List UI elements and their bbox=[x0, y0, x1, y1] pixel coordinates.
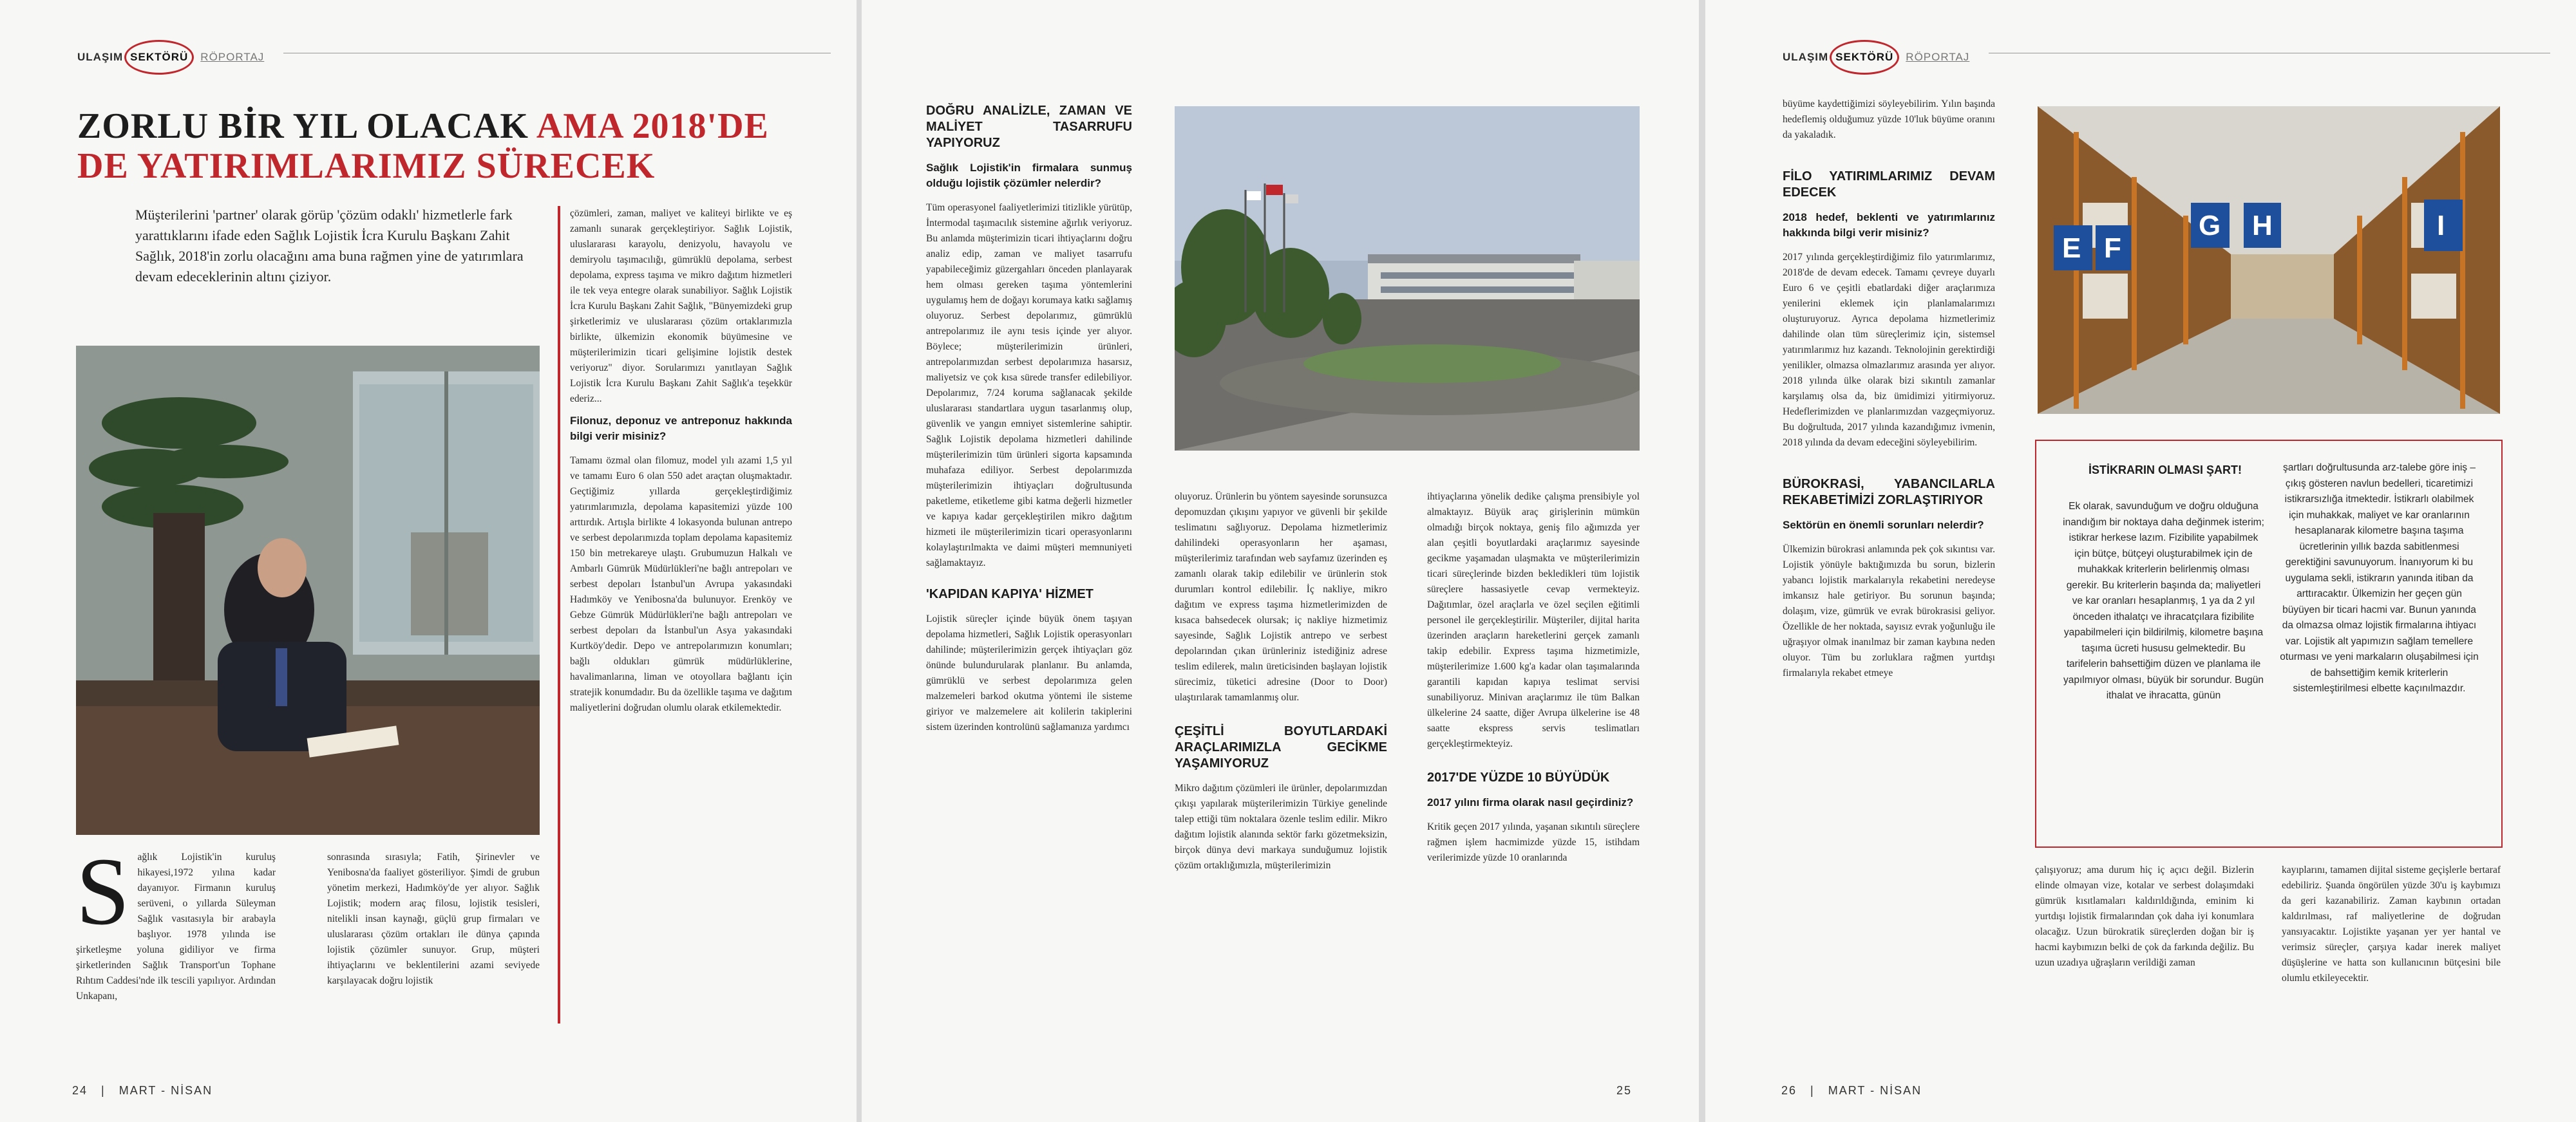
rack-label-g: G bbox=[2199, 210, 2221, 241]
page-footer bbox=[1616, 1084, 1632, 1098]
issue-label: MART - NİSAN bbox=[1828, 1084, 1922, 1097]
facility-photo bbox=[1175, 106, 1640, 451]
page-number: 25 bbox=[1616, 1084, 1633, 1097]
column-4-text: kayıplarını, tamamen dijital sisteme geçişlerle bertaraf edebiliriz. Şuanda öngörülen yüzde 30'u iş kaybımızı da geri kazanabiliriz. Zaman kaybının ortadan kaldırılması, raf maliyetlerine de doğrudan yansıyacaktır. Lojistikte yaşanan yer yer hantal ve verimsiz süreçler, çarşıya kadar inerek maliyet düşüşlerine ve hatta son kullanıcının bütçesini bile olumlu etkileyecektir. bbox=[2282, 865, 2501, 984]
column-a bbox=[76, 850, 276, 1056]
sidebar-title: İSTİKRARIN OLMASI ŞART! bbox=[2088, 463, 2242, 476]
brand-prefix: ULAŞIM bbox=[77, 51, 124, 63]
page-footer: 24 | MART - NİSAN bbox=[72, 1084, 213, 1097]
brand-prefix: ULAŞIM bbox=[1783, 51, 1829, 63]
column-b bbox=[327, 850, 540, 1056]
rack-label-h: H bbox=[2252, 210, 2273, 241]
column-1-text-c: Ülkemizin bürokrasi anlamında pek çok sıkıntısı var. Lojistik yönüyle baktığımızda bu sorun, bizlerin yabancı lojistik markalarıyla rekabetini neredeyse imkansız hale getiriyor. Bu sorunun başında; dolaşım, vize, gümrük ve evrak bürokrasisi geliyor. Özellikle de her noktada, sayısız evrak yoğunluğu ile uğraşıyor olmak inanılmaz bir zaman kaybına neden oluyor. Tüm bu zorluklara rağmen yurtdışı firmalarıyla rekabet etmeye bbox=[1783, 544, 1995, 678]
question-problems: Sektörün en önemli sorunları nelerdir? bbox=[1783, 519, 1984, 531]
facility-image bbox=[1175, 106, 1640, 451]
portrait-image bbox=[76, 346, 540, 835]
heading-door-to-door: 'KAPIDAN KAPIYA' HİZMET bbox=[926, 587, 1094, 601]
sidebar-text-2: şartları doğrultusunda arz-talebe göre iniş – çıkış gösteren navlun bedelleri, ticaretimizi istikrarsızlığa itmektedir. İstikrarlı olabilmek için muhakkak, maliyet ve kar oranlarının hesaplanarak kilometre başına taşıma ücretlerinin yıllık bazda sabitlenmesi gerektiğini savunuyorum. İnanıyorum ki bu uygulama sekli, istikrarın yanında itiban da arttıracaktır. Ülkemizin her geçen gün büyüyen bir ticari hacmi var. Bunun yanında da olmazsa olmaz lojistik firmalarına ihtiyacı var. Lojistik alt yapımızın sağlam temellere oturması ve yeni markaların oluşabilmesi için de bahsettiğim kemik kriterlerin sistemleştirilmesi elbette kaçınılmazdır. bbox=[2280, 462, 2479, 694]
brand-name: SEKTÖRÜ bbox=[124, 40, 194, 75]
rack-label-e: E bbox=[2062, 232, 2081, 264]
sidebar-text-1: Ek olarak, savunduğum ve doğru olduğuna inandığım bir noktaya daha değinmek isterim; istikrar herkese lazım. Fizibilite yapabilmek için bütçe, bütçeyi oluşturabilmek için de muhakkak kriterlerin belirlenmiş olması gerekir. Bu kriterlerin başında da; maliyetleri ve kar oranları hesaplanmış, 1 ya da 2 yıl önceden ithalatçı ve ihracatçılara fizibilite yapabilmeleri için bildirilmiş, kilometre başına taşıma ücreti hususu gelmektedir. Bu tarifelerin bahsettiğim düzen ve planlama ile yapılmıyor olması, büyük bir sorundur. Bugün ithalat ve ihracatta, günün bbox=[2063, 501, 2264, 701]
sidebar-box bbox=[2035, 440, 2503, 848]
column-3-text-b: Kritik geçen 2017 yılında, yaşanan sıkıntılı süreçlere rağmen işlem hacmimizde yüzde 15, istihdam verilerimizde yüzde 10 oranlarında bbox=[1427, 821, 1640, 863]
column-1-text-a: büyüme kaydettiğimizi söyleyebilirim. Yılın başında hedeflemiş olduğumuz yüzde 10'luk büyüme oranını da yakaladık. bbox=[1783, 98, 1995, 140]
column-2-text: oluyoruz. Ürünlerin bu yöntem sayesinde sorunsuzca depomuzdan çıkışını yapıyor ve güvenli bir şekilde teslimatını sağlıyoruz. Depolama hizmetlerimiz dahilindeki operasyonların her aşaması, müşterilerimiz tarafından web sayfamız üzerinden eş zamanlı olarak takip edilebilir ve ürünlerin stok durumları kontrol edilebilir. İç nakliye, mikro dağıtım ve express taşıma hizmetlerimizden de kısaca bahsedecek olursak; iç nakliye hizmetimiz sayesinde, Sağlık Lojistik antrepo ve serbest depolarından çıkan ürünleriniz istediğiniz adrese teslim edilerek, malın üreticisinden başlayan lojistik sürecimiz, tüketici adresine (Door to Door) ulaştırılarak tamamlanmış olur. bbox=[1175, 491, 1387, 703]
question-2018: 2018 hedef, beklenti ve yatırımlarınız hakkında bilgi verir misiniz? bbox=[1783, 211, 1995, 239]
issue-label: MART - NİSAN bbox=[118, 1084, 213, 1097]
column-a-text: ağlık Lojistik'in kuruluş hikayesi,1972 yılına kadar dayanıyor. Firmanın kuruluş serüveni, o yıllarda Süleyman Sağlık vasıtasıyla bir arabayla başlıyor. 1978 yılında ise şirketleşme yoluna gidiliyor ve firma şirketlerinden Sağlık Transport'un Tophane Rıhtım Caddesi'nde ilk tescili yapılıyor. Ardından Unkapanı, bbox=[76, 852, 276, 1002]
page-25 bbox=[862, 0, 1699, 1122]
page-number: 24 bbox=[72, 1084, 88, 1097]
page-number: 26 bbox=[1781, 1084, 1797, 1097]
section-header bbox=[1783, 40, 1970, 63]
column-divider bbox=[558, 206, 560, 1024]
page-24 bbox=[0, 0, 857, 1122]
warehouse-photo bbox=[2038, 106, 2500, 414]
title-red-2: DE YATIRIMLARIMIZ SÜRECEK bbox=[77, 146, 656, 186]
page-26 bbox=[1705, 0, 2576, 1122]
column-2 bbox=[1175, 489, 1387, 1056]
question-2017: 2017 yılını firma olarak nasıl geçirdiniz? bbox=[1427, 796, 1634, 809]
title-red-1: AMA 2018'DE bbox=[536, 106, 769, 146]
page-footer: 26 | MART - NİSAN bbox=[1781, 1084, 1922, 1097]
heading-analysis: DOĞRU ANALİZLE, ZAMAN VE MALİYET TASARRUFU YAPIYORUZ bbox=[926, 104, 1132, 150]
heading-bureaucracy: BÜROKRASİ, YABANCILARLA REKABETİMİZİ ZORLAŞTIRIYOR bbox=[1783, 477, 1995, 507]
section-label: RÖPORTAJ bbox=[1906, 51, 1970, 63]
intro-text: Müşterilerini 'partner' olarak görüp 'çözüm odaklı' hizmetlerle fark yarattıklarını ifade eden Sağlık Lojistik İcra Kurulu Başkanı Zahit Sağlık, 2018'in zorlu olacağını ama buna rağmen yine de yatırımlara devam edeceklerinin altını çiziyor. bbox=[135, 207, 524, 285]
brand-logo bbox=[1783, 40, 1969, 75]
right-column-text-1: çözümleri, zaman, maliyet ve kaliteyi birlikte ve eş zamanlı sunarak gerçekleştiriyor. Sağlık Lojistik, uluslararası karayolu, denizyolu, havayolu ve demiryolu taşımacılığı, gümrüklü depolama, serbest depolama, express taşıma ve mikro dağıtım hizmetleri ile tek veya entegre olarak sunabiliyor. Sağlık Lojistik İcra Kurulu Başkanı Zahit Sağlık, "Bünyemizdeki grup şirketlerimiz ve uluslararası çözüm ortaklarımızla birlikte, ülkemizin ekonomik büyümesine ve müşterilerimizin ticari gelişimine lojistik destek veriyoruz" diyor. Sorularımızı yanıtlayan Sağlık Lojistik İcra Kurulu Başkanı Zahit Sağlık'a teşekkür ederiz... bbox=[570, 208, 792, 404]
column-3-text: çalışıyoruz; ama durum hiç iç açıcı değil. Bizlerin elinde olmayan vize, kotalar ve serbest dolaşımdaki gümrük kısıtlamaları kaldırıldığında, eminim ki yurtdışı lojistik firmalarından çok daha iyi konumlara olacağız. Uzun bürokratik süreçlerden doğan bir iş hacmi kaybımızın belki de çok da farkında değiliz. Bu uzun uzadıya uğraşların verildiği zaman bbox=[2035, 865, 2254, 968]
right-column-text-2: Tamamı özmal olan filomuz, model yılı azami 1,5 yıl ve tamamı Euro 6 olan 550 adet araçtan oluşmaktadır. Geçtiğimiz yıllarda gerçekleştirdiğimiz yatırımlarımızla, depolama kapasitemizi yüzde 100 arttırdık. Artışla birlikte 4 lokasyonda bulunan antrepo ve serbest depolarımızda toplam depolama kapasitemiz 150 bin metrekareye ulaştı. Grubumuzun Halkalı ve Ambarlı Gümrük Müdürlükleri'ne bağlı antrepoları ve serbest depoları İstanbul'un Avrupa yakasındaki Hadımköy ve Yenibosna'da bulunuyor. Erenköy ve Gebze Gümrük Müdürlükleri'ne bağlı antrepoları ve serbest depoları da İstanbul'un Asya yakasındaki Kurtköy'dedir. Depo ve antrepolarımızın konumları; bağlı oldukları gümrük müdürlüklerine, havalimanlarına, liman ve otoyollara bağlantı için stratejik konumdadır. Bu da özellikle taşıma ve dağıtım maliyetlerini doğrudan olumlu olarak etkilemektedir. bbox=[570, 455, 792, 713]
question-solutions: Sağlık Lojistik'in firmalara sunmuş olduğu lojistik çözümler nelerdir? bbox=[926, 162, 1132, 189]
column-1-text-b: 2017 yılında gerçekleştirdiğimiz filo yatırımlarımız, 2018'de de devam edecek. Tamamı çevreye duyarlı Euro 6 ve çeşitli ebatlardaki diğer araçlarımıza yenilerini eklemek için planlamalarımızı oluşturuyoruz. Ayrıca depolama hizmetlerimiz dahilinde olan tüm süreçlerimiz için, sistemsel yatırımlarımız hız kazandı. Teknolojinin gerektirdiği yenilikler, olmazsa olmazlarımız arasında yer alıyor. 2018 yılında ülke olarak bizi sıkıntılı zamanlar karşılamış olsa da, biz ümidimizi yitirmiyoruz. Hedeflerimizden ve planlarımızdan vazgeçmiyoruz. Bu doğrultuda, 2017 yılında kazandığımız ivmenin, 2018 yılında da devam edeceğini söyleyebilirim. bbox=[1783, 252, 1995, 448]
column-1-text: Tüm operasyonel faaliyetlerimizi titizlikle yürütüp, İntermodal taşımacılık sistemine ağırlık veriyoruz. Bu anlamda müşterimizin ticari ihtiyaçlarını doğru analiz edip, zaman ve maliyet tasarrufu yapabileceğimiz güzergahları önceden planlayarak hem olması gereken taşıma yöntemlerini uygulamış hem de doğayı korumaya katkı sağlamış oluyoruz. Serbest depolarımız, gümrüklü antrepolarımız ile aynı tesis içinde yer alıyor. Böylece; müşterilerimizin ürünleri, antrepolarımızdan serbest depolarımıza hasarsız, maliyetsiz ve çok kısa sürede transfer edilebiliyor. Depolarımız, 7/24 koruma sağlanacak şekilde uluslararası standartlara uygun tasarlanmış olup, güvenlik ve yangın emniyet sistemlerine sahiptir. Sağlık Lojistik depolama hizmetleri dahilinde müşterilerimizin tüm ürünleri sigorta kapsamında muhafaza ediliyor. Serbest depolarımızda müşterilerimizin ihtiyaçları doğrultusunda paketleme, etiketleme gibi katma değerli hizmetler ve kapıya kadar gerçekleştirilen mikro dağıtım hizmeti ile müşterilerimizin ticari operasyonlarını kolaylaştırılmakta ve daimi müşteri memnuniyeti sağlamaktayız. bbox=[926, 202, 1132, 568]
heading-vehicles: ÇEŞİTLİ BOYUTLARDAKİ ARAÇLARIMIZLA GECİKME YAŞAMIYORUZ bbox=[1175, 724, 1387, 771]
portrait-photo bbox=[76, 346, 540, 835]
section-header bbox=[77, 40, 265, 63]
column-3-text: ihtiyaçlarına yönelik dedike çalışma prensibiyle yol almaktayız. Büyük araç girişlerinin mümkün olmadığı birçok noktaya, geniş filo ağımızda yer alan çeşitli boyutlardaki araçlarımız sayesinde gecikme yaşamadan ulaşmakta ve müşterilerimizin ticari süreçlerinde bizden bekledikleri tüm lojistik süreçlere hassasiyetle cevap vermekteyiz. Dağıtımlar, özel araçlarla ve özel seçilen eğitimli personel ile gerçekleştirilir. Müşteriler, dijital harita üzerinden araçların hareketlerini gerçek zamanlı takip edebilir. Express taşıma hizmetimizle, müşterilerimize 1.600 kg'a kadar olan taşımalarında garantili kapıdan kapıya teslimat servisi sunabiliyoruz. Minivan araçlarımız ile tüm Balkan ülkelerine 24 saatte, diğer Avrupa ülkelerine ise 48 saatte ekspress servis teslimatları gerçekleştirmekteyiz. bbox=[1427, 491, 1640, 749]
section-label: RÖPORTAJ bbox=[200, 51, 265, 63]
rack-label-f: F bbox=[2104, 232, 2121, 264]
column-1 bbox=[1783, 97, 1995, 843]
question-fleet: Filonuz, deponuz ve antreponuz hakkında bilgi verir misiniz? bbox=[570, 415, 792, 442]
heading-fleet-investments: FİLO YATIRIMLARIMIZ DEVAM EDECEK bbox=[1783, 169, 1995, 200]
column-b-text: sonrasında sırasıyla; Fatih, Şirinevler ve Yenibosna'da faaliyet gösteriliyor. Şimdi de grubun yönetim merkezi, Hadımköy'de yer alıyor. Sağlık Lojistik; modern araç filosu, lojistik tesisleri, nitelikli insan kaynağı, güçlü grup firmaları ve uluslararası çözüm ortakları ile dünya çapında lojistik çözümler sunuyor. Grup, müşteri ihtiyaçlarını ve beklentilerini azami seviyede karşılayacak doğru lojistik bbox=[327, 852, 540, 986]
column-3 bbox=[1427, 489, 1640, 1056]
column-1-text-b: Lojistik süreçler içinde büyük önem taşıyan depolama hizmetleri, Sağlık Lojistik operasyonları dahilinde; müşterilerimizin gerçek ihtiyaçları göz önünde bulundurularak planlanır. Bu anlamda, gümrüklü ve serbest depolarımıza gelen malzemeleri barkod okutma yöntemi ile sisteme giriyor ve malzemelere ait kolilerin takiplerini sistem üzerinden kontrolünü sağlamanıza yardımcı bbox=[926, 613, 1132, 733]
column-2-text-b: Mikro dağıtım çözümleri ile ürünler, depolarımızdan çıkışı yapılarak müşterilerimizin Türkiye genelinde talep ettiği tüm noktalara özenle teslim edilir. Mikro dağıtım lojistik alanında sektör farkı gözetmeksizin, birçok dünya devi markaya sunduğumuz lojistik çözüm ortaklığımızla, müşterilerimizin bbox=[1175, 783, 1387, 871]
brand-logo bbox=[77, 40, 264, 75]
column-3 bbox=[2035, 863, 2254, 1056]
right-column bbox=[570, 206, 792, 1049]
page-title bbox=[77, 106, 818, 186]
heading-growth: 2017'DE YÜZDE 10 BÜYÜDÜK bbox=[1427, 771, 1610, 785]
column-1 bbox=[926, 103, 1132, 1056]
column-4 bbox=[2282, 863, 2501, 1056]
brand-name: SEKTÖRÜ bbox=[1830, 40, 1899, 75]
drop-cap: S bbox=[76, 850, 130, 945]
warehouse-image bbox=[2038, 106, 2500, 414]
title-black: ZORLU BİR YIL OLACAK bbox=[77, 106, 529, 146]
rack-label-i: I bbox=[2437, 210, 2445, 241]
